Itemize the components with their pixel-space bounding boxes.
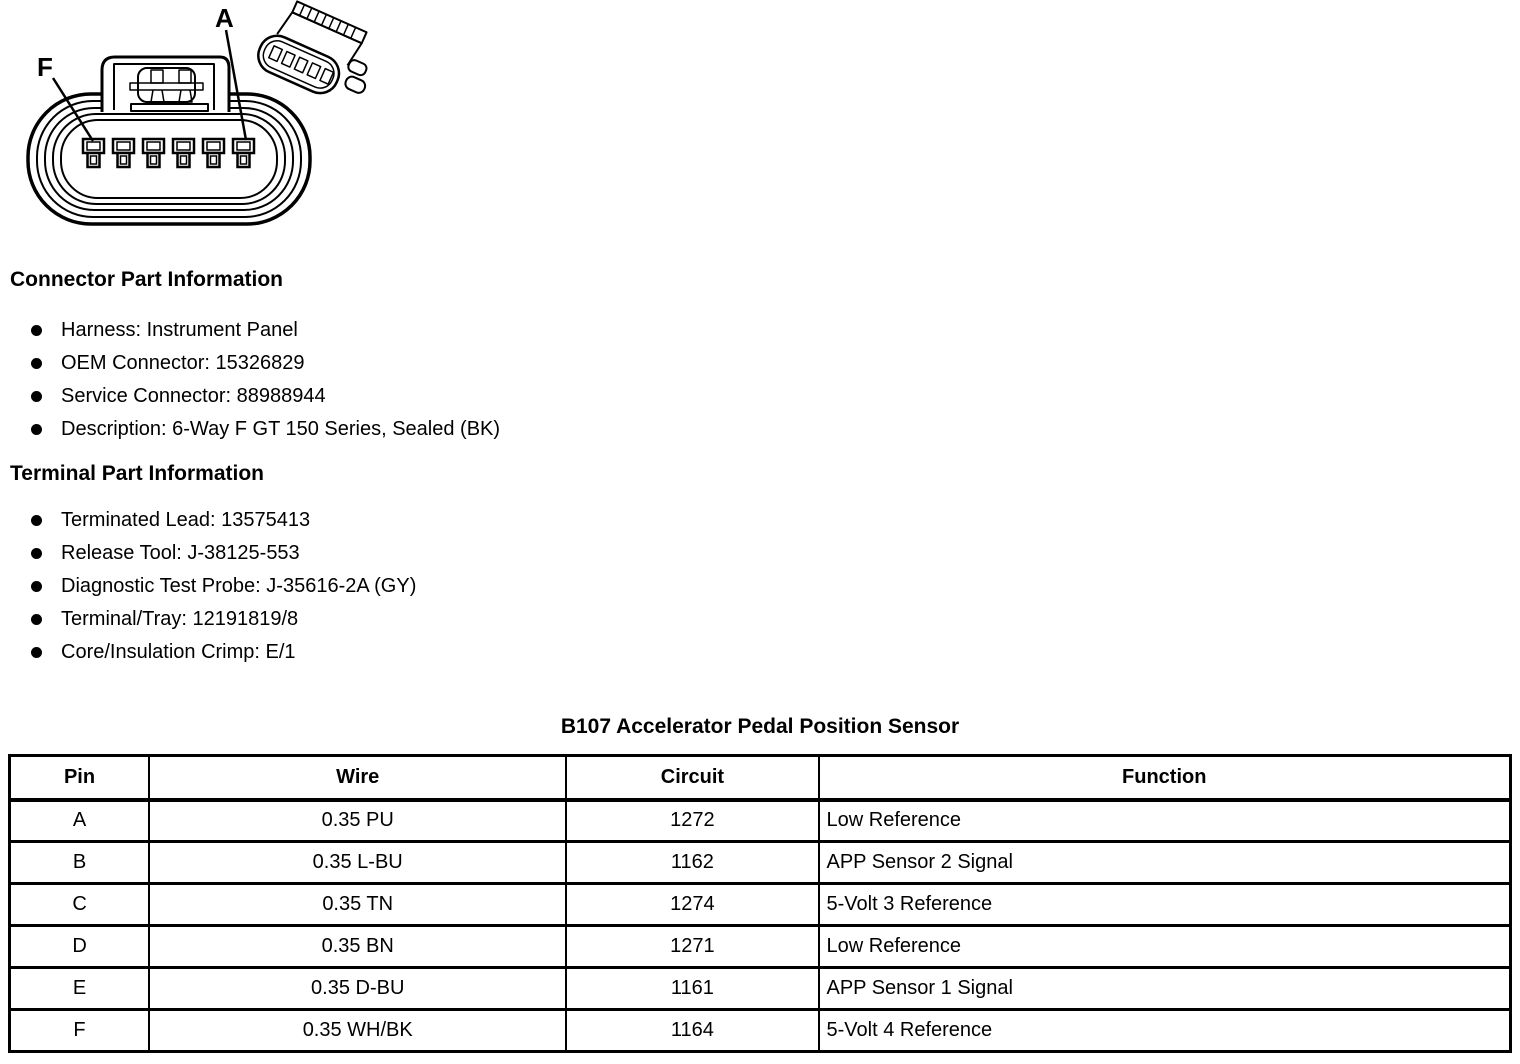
table-row [10,884,1511,926]
list-item [31,603,1520,636]
pin-cell: F [10,1010,150,1052]
bullet-icon [31,548,42,559]
column-header-circuit: Circuit [566,756,818,800]
function-cell: Low Reference [819,926,1511,968]
terminal-info-heading: Terminal Part Information [10,462,264,485]
list-item-text: Diagnostic Test Probe: J-35616-2A (GY) [61,575,417,597]
wire-cell: 0.35 D-BU [149,968,566,1010]
table-row [10,842,1511,884]
pinout-table-title: B107 Accelerator Pedal Position Sensor [560,715,960,738]
function-cell: APP Sensor 1 Signal [819,968,1511,1010]
connector-lock-tower [102,57,229,112]
bullet-icon [31,581,42,592]
pin-cell: D [10,926,150,968]
table-row [10,926,1511,968]
connector-info-list [0,314,1520,446]
connector-diagram [0,0,380,252]
circuit-cell: 1162 [566,842,818,884]
connector-info-heading: Connector Part Information [10,268,284,291]
list-item-text: Terminal/Tray: 12191819/8 [61,608,299,630]
pin-cell: E [10,968,150,1010]
terminal-info-list [0,504,1520,669]
circuit-cell: 1271 [566,926,818,968]
list-item [31,504,1520,537]
function-cell: APP Sensor 2 Signal [819,842,1511,884]
list-item [31,537,1520,570]
circuit-cell: 1164 [566,1010,818,1052]
wire-cell: 0.35 L-BU [149,842,566,884]
column-header-pin: Pin [10,756,150,800]
pin-cell: A [10,800,150,842]
pin-f-label: F [37,52,53,82]
column-header-function: Function [819,756,1511,800]
list-item-text: Release Tool: J-38125-553 [61,542,300,564]
function-cell: 5-Volt 3 Reference [819,884,1511,926]
wire-cell: 0.35 TN [149,884,566,926]
list-item [31,413,1520,446]
table-row [10,1010,1511,1052]
bullet-icon [31,614,42,625]
bullet-icon [31,424,42,435]
terminal-pins [83,139,254,167]
list-item-text: Harness: Instrument Panel [61,319,298,341]
table-header-row [10,756,1511,800]
bullet-icon [31,325,42,336]
terminal-pin [143,139,164,167]
table-row [10,968,1511,1010]
terminal-pin [113,139,134,167]
list-item-text: Terminated Lead: 13575413 [61,509,311,531]
function-cell: Low Reference [819,800,1511,842]
list-item-text: Description: 6-Way F GT 150 Series, Sealed (BK) [61,418,501,440]
pin-cell: C [10,884,150,926]
bullet-icon [31,515,42,526]
terminal-pin [173,139,194,167]
list-item [31,570,1520,603]
wire-cell: 0.35 BN [149,926,566,968]
wire-cell: 0.35 PU [149,800,566,842]
bullet-icon [31,647,42,658]
terminal-pin [233,139,254,167]
connector-isometric-view [253,0,380,110]
pin-a-label: A [215,3,234,33]
list-item [31,380,1520,413]
terminal-pin [83,139,104,167]
function-cell: 5-Volt 4 Reference [819,1010,1511,1052]
list-item [31,636,1520,669]
circuit-cell: 1274 [566,884,818,926]
pinout-table [8,754,1512,1053]
circuit-cell: 1161 [566,968,818,1010]
circuit-cell: 1272 [566,800,818,842]
table-row [10,800,1511,842]
list-item-text: OEM Connector: 15326829 [61,352,305,374]
list-item-text: Core/Insulation Crimp: E/1 [61,641,296,663]
terminal-pin [203,139,224,167]
wire-cell: 0.35 WH/BK [149,1010,566,1052]
bullet-icon [31,358,42,369]
list-item [31,347,1520,380]
list-item [31,314,1520,347]
list-item-text: Service Connector: 88988944 [61,385,326,407]
column-header-wire: Wire [149,756,566,800]
bullet-icon [31,391,42,402]
pin-cell: B [10,842,150,884]
